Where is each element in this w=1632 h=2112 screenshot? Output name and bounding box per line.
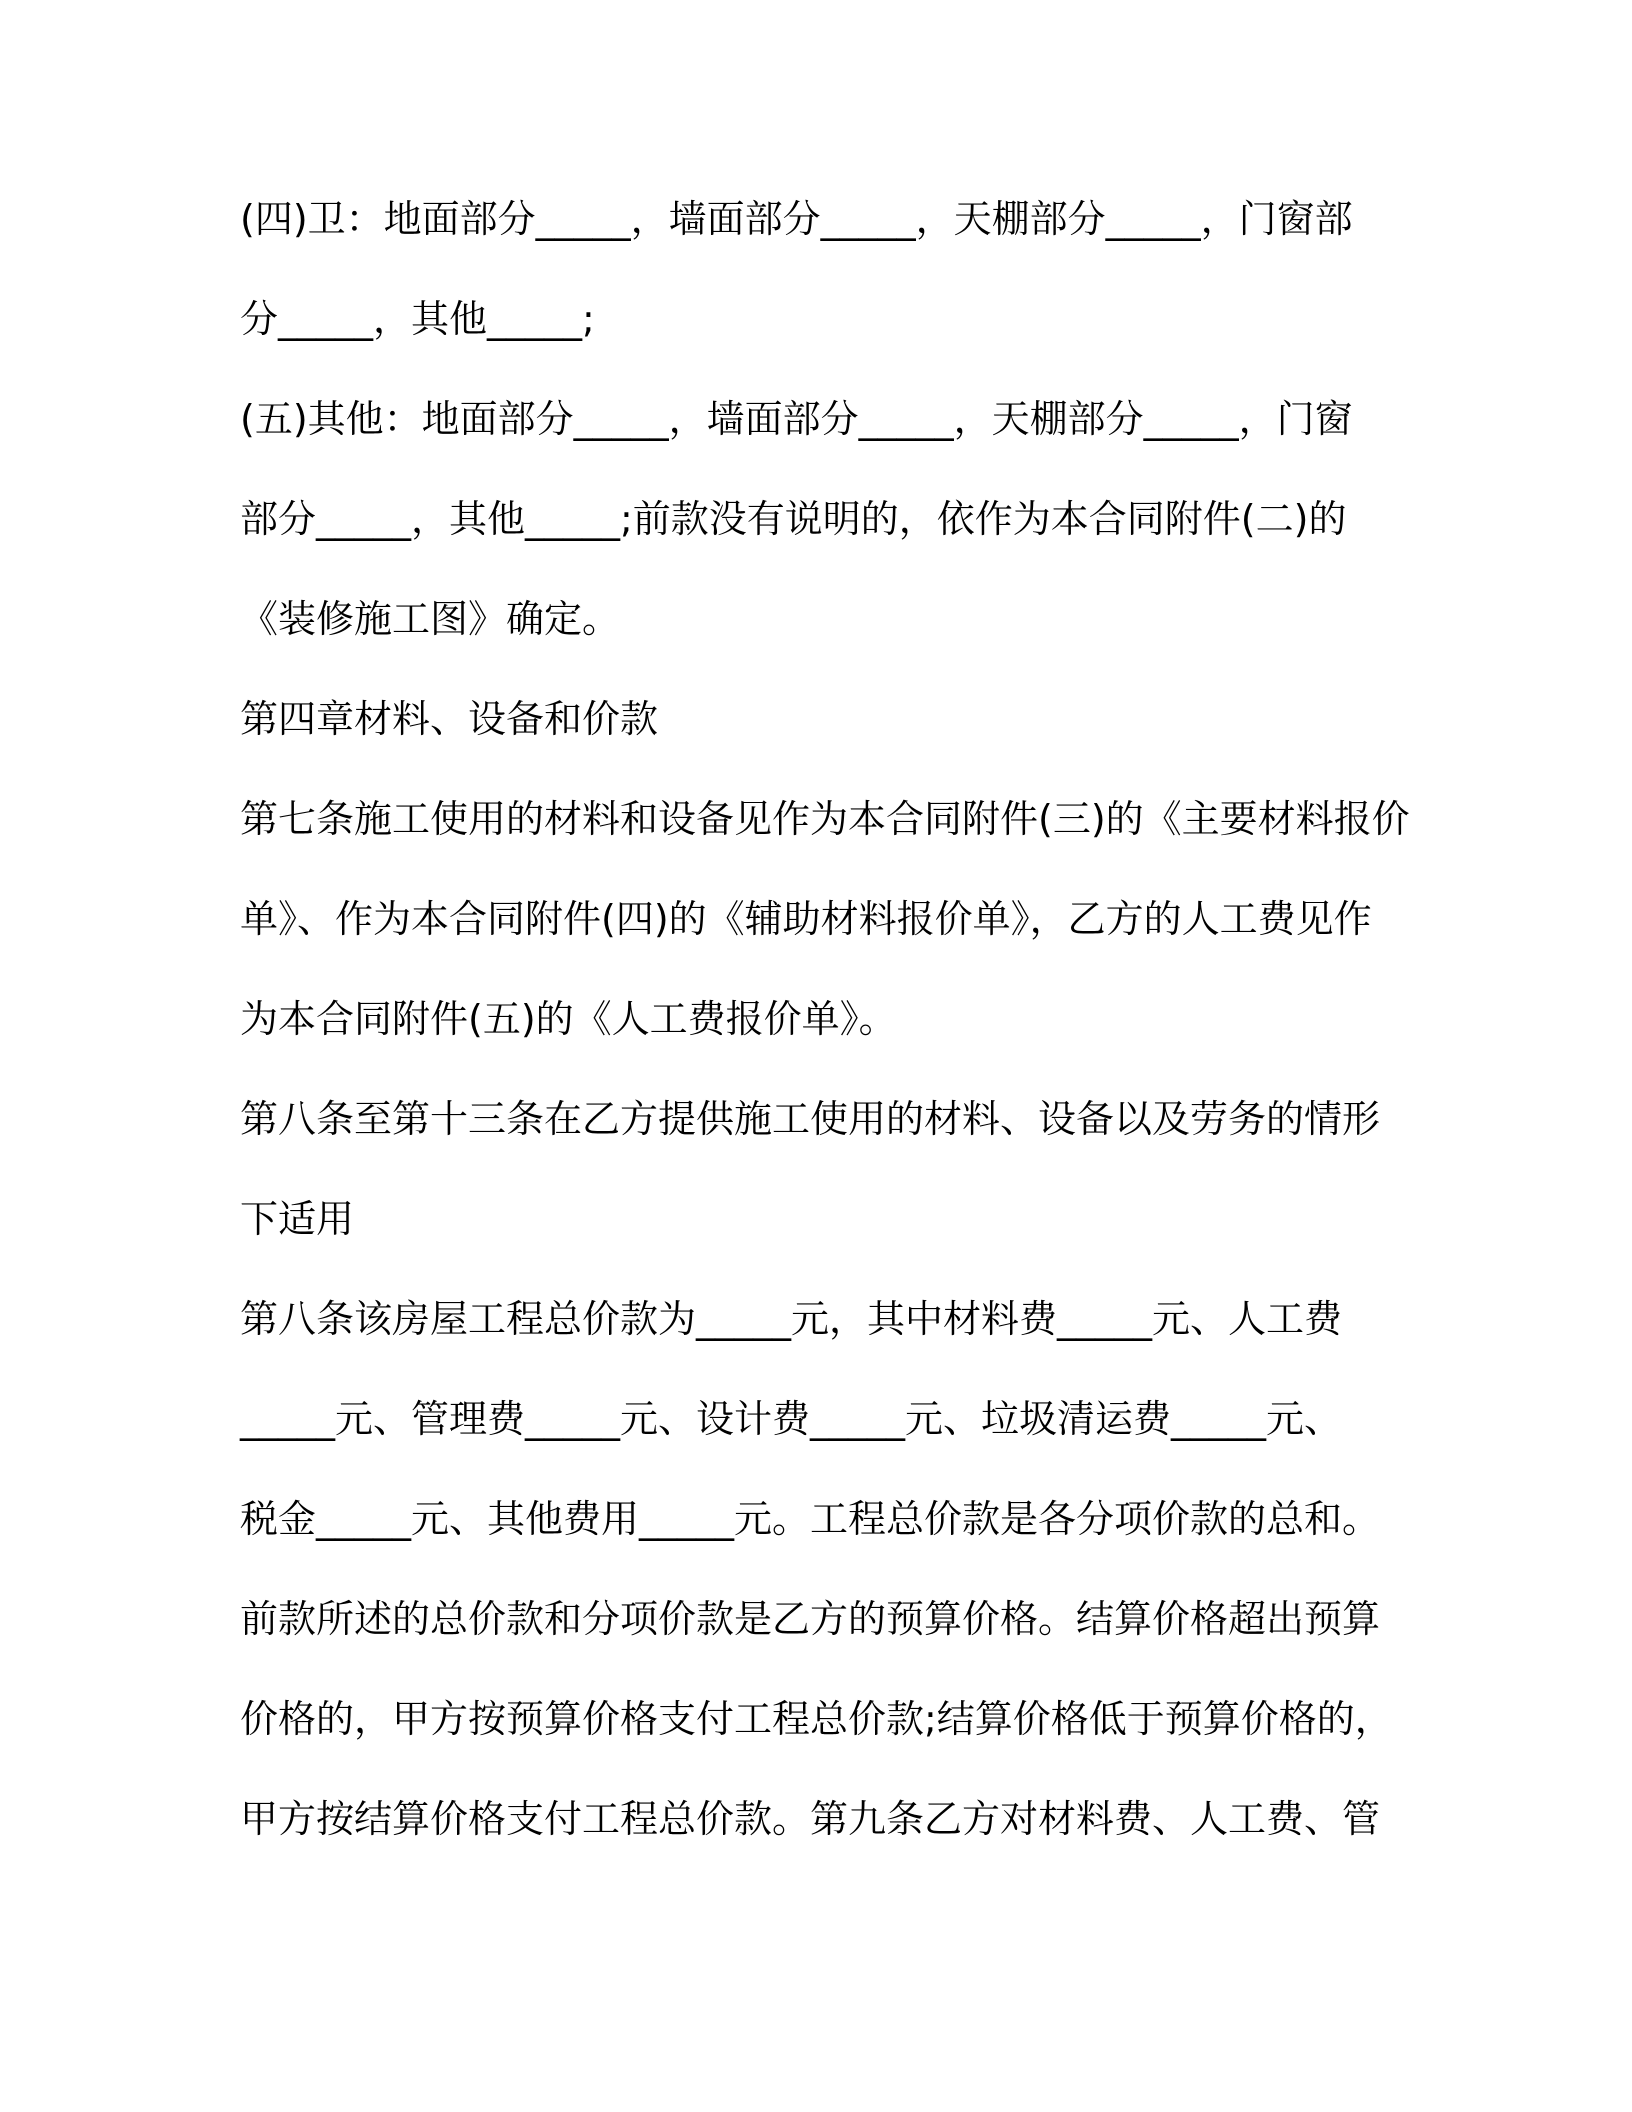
text-line: _____元、管理费_____元、设计费_____元、垃圾清运费_____元、 [240, 1397, 1343, 1441]
text-line: (四)卫：地面部分_____，墙面部分_____，天棚部分_____，门窗部 [240, 197, 1353, 241]
text-line: 价格的，甲方按预算价格支付工程总价款;结算价格低于预算价格的， [240, 1697, 1393, 1741]
text-line: 分_____，其他_____; [240, 297, 595, 341]
text-line: 税金_____元、其他费用_____元。工程总价款是各分项价款的总和。 [240, 1497, 1381, 1541]
text-line: 前款所述的总价款和分项价款是乙方的预算价格。结算价格超出预算 [240, 1597, 1381, 1641]
text-line: (五)其他：地面部分_____，墙面部分_____，天棚部分_____，门窗 [240, 397, 1353, 441]
text-line: 为本合同附件(五)的《人工费报价单》。 [240, 997, 897, 1041]
text-line: 第八条至第十三条在乙方提供施工使用的材料、设备以及劳务的情形 [240, 1097, 1381, 1141]
text-line: 甲方按结算价格支付工程总价款。第九条乙方对材料费、人工费、管 [240, 1797, 1381, 1841]
text-line: 单》、作为本合同附件(四)的《辅助材料报价单》，乙方的人工费见作 [240, 897, 1372, 941]
text-line: 下适用 [240, 1197, 355, 1241]
text-line: 《装修施工图》确定。 [240, 597, 621, 641]
text-line: 第七条施工使用的材料和设备见作为本合同附件(三)的《主要材料报价 [240, 797, 1410, 841]
text-line: 第八条该房屋工程总价款为_____元，其中材料费_____元、人工费 [240, 1297, 1343, 1341]
text-line: 部分_____，其他_____;前款没有说明的，依作为本合同附件(二)的 [240, 497, 1347, 541]
chapter-heading: 第四章材料、设备和价款 [240, 697, 659, 741]
